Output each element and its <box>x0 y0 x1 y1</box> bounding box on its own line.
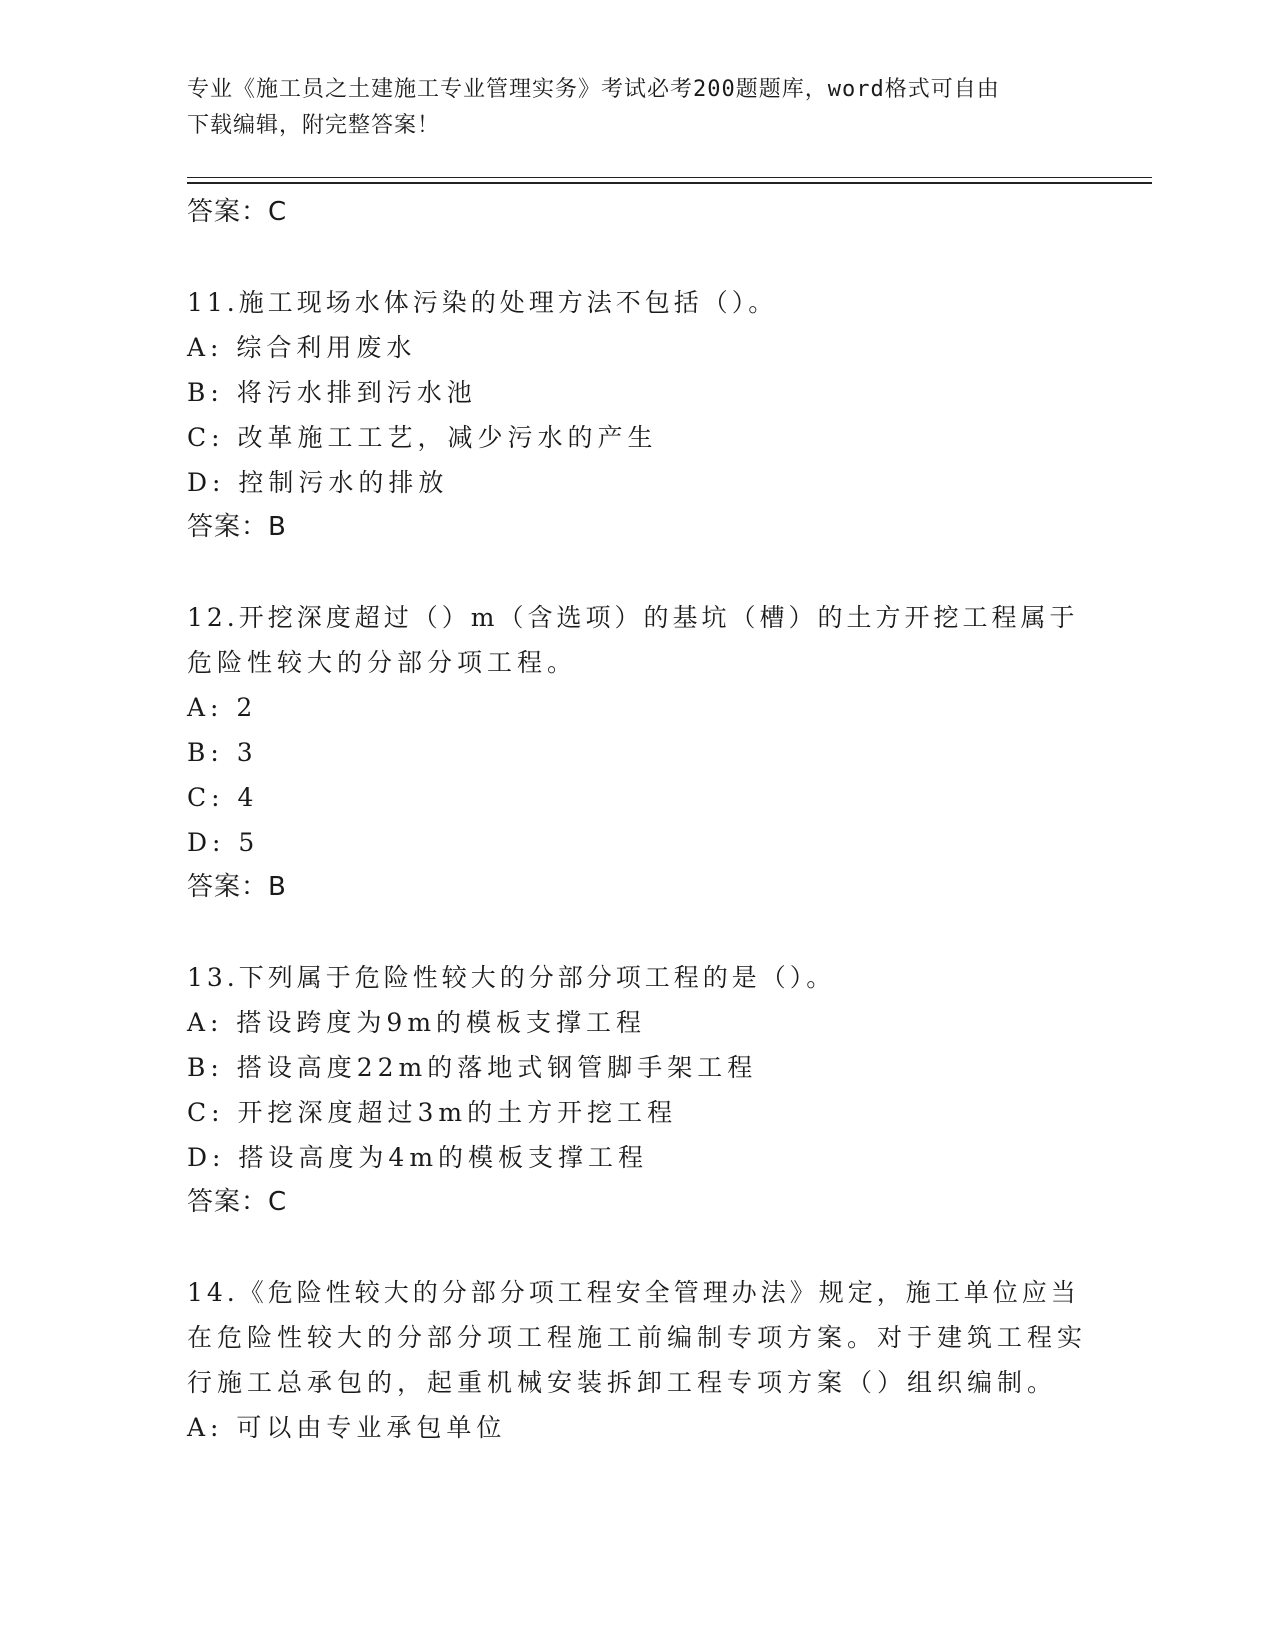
question-text-continued: 行施工总承包的，起重机械安装拆卸工程专项方案（）组织编制。 <box>187 1368 1058 1397</box>
option-d: D: 5 <box>187 828 260 857</box>
block-spacer <box>187 909 1087 955</box>
option-b: B: 将污水排到污水池 <box>187 378 477 407</box>
question-text: 12.开挖深度超过（）m（含选项）的基坑（槽）的土方开挖工程属于 <box>187 603 1079 632</box>
question-14 <box>187 1270 1087 1450</box>
option-b: B: 3 <box>187 738 258 767</box>
answer-line: 答案：C <box>187 197 288 227</box>
option-a: A: 可以由专业承包单位 <box>187 1413 507 1442</box>
option-d: D: 搭设高度为4m的模板支撑工程 <box>187 1143 649 1172</box>
option-c: C: 改革施工工艺，减少污水的产生 <box>187 423 658 452</box>
question-text-continued: 危险性较大的分部分项工程。 <box>187 648 578 677</box>
question-13 <box>187 955 1087 1224</box>
block-spacer <box>187 1224 1087 1270</box>
answer-line: 答案：B <box>187 512 287 542</box>
block-spacer <box>187 234 1087 280</box>
option-b: B: 搭设高度22m的落地式钢管脚手架工程 <box>187 1053 758 1082</box>
option-a: A: 2 <box>187 693 258 722</box>
header-line-1: 专业《施工员之土建施工专业管理实务》考试必考200题题库，word格式可自由 <box>187 77 1000 102</box>
option-a: A: 搭设跨度为9m的模板支撑工程 <box>187 1008 647 1037</box>
option-c: C: 开挖深度超过3m的土方开挖工程 <box>187 1098 678 1127</box>
answer-line: 答案：C <box>187 1187 288 1217</box>
header-divider-thick <box>187 182 1152 184</box>
question-12 <box>187 595 1087 909</box>
header-line-2: 下载编辑，附完整答案！ <box>187 113 441 138</box>
question-text: 14.《危险性较大的分部分项工程安全管理办法》规定，施工单位应当 <box>187 1278 1080 1307</box>
question-11 <box>187 280 1087 549</box>
question-text-continued: 在危险性较大的分部分项工程施工前编制专项方案。对于建筑工程实 <box>187 1323 1088 1352</box>
document-header <box>187 72 1077 144</box>
question-text: 13.下列属于危险性较大的分部分项工程的是（）。 <box>187 963 836 992</box>
option-c: C: 4 <box>187 783 259 812</box>
option-a: A: 综合利用废水 <box>187 333 417 362</box>
question-text: 11.施工现场水体污染的处理方法不包括（）。 <box>187 288 778 317</box>
option-d: D: 控制污水的排放 <box>187 468 449 497</box>
block-spacer <box>187 549 1087 595</box>
answer-line: 答案：B <box>187 872 287 902</box>
header-divider-thin <box>187 177 1152 178</box>
question-list <box>187 190 1087 1450</box>
